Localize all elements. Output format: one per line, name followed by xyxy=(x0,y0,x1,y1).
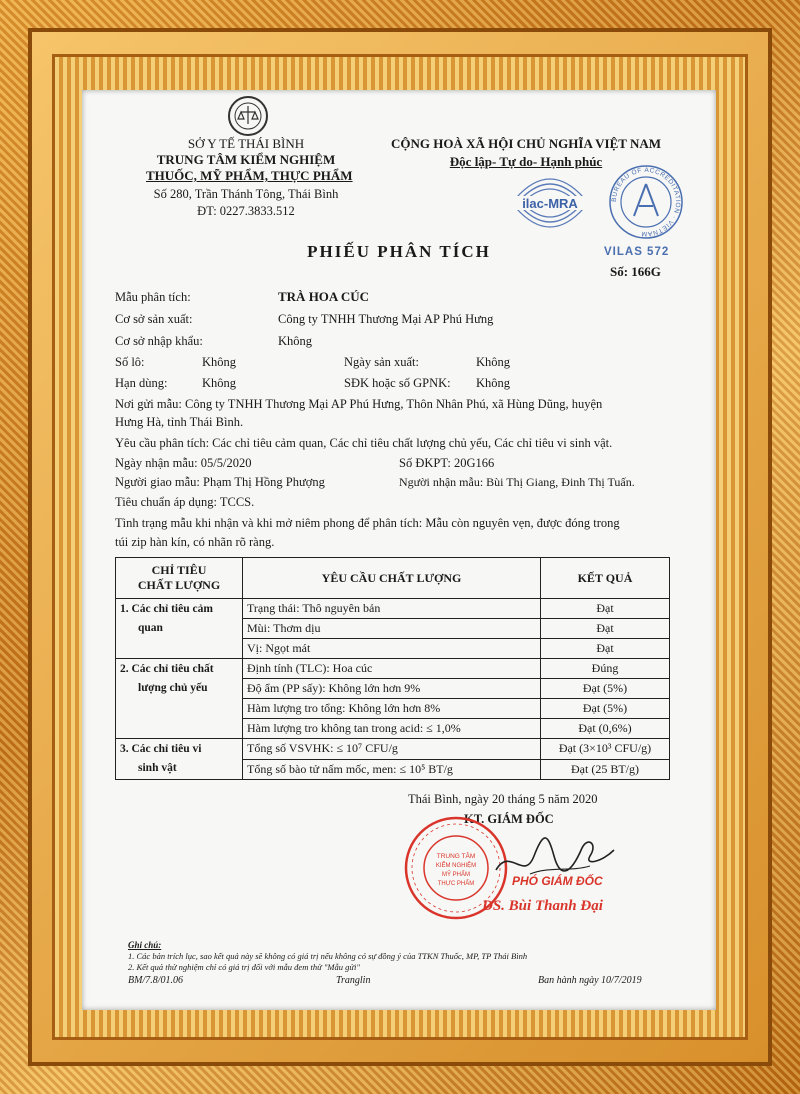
requirement-cell: Hàm lượng tro không tan trong acid: ≤ 1,0% xyxy=(243,719,541,739)
requirement-cell: Độ ẩm (PP sấy): Không lớn hơn 9% xyxy=(243,679,541,699)
org-address: Số 280, Trần Thánh Tông, Thái Bình xyxy=(153,187,339,201)
sample-value: TRÀ HOA CÚC xyxy=(278,289,370,304)
agency-logo-icon xyxy=(228,96,268,136)
applied-standard: Tiêu chuẩn áp dụng: TCCS. xyxy=(115,495,255,509)
producer-label: Cơ sở sản xuất: xyxy=(115,312,193,326)
svg-text:MỸ PHẨM: MỸ PHẨM xyxy=(441,872,471,878)
header-requirements: YÊU CẦU CHẤT LƯỢNG xyxy=(243,558,541,599)
requirement-cell: Mùi: Thơm dịu xyxy=(243,619,541,639)
sender-line-2: Hưng Hà, tỉnh Thái Bình. xyxy=(115,415,244,429)
result-cell: Đạt xyxy=(541,639,670,659)
org-ministry: SỞ Y TẾ THÁI BÌNH xyxy=(187,136,305,151)
notes-title: Ghi chú: xyxy=(128,940,162,950)
result-cell: Đạt (5%) xyxy=(541,679,670,699)
producer-value: Công ty TNHH Thương Mại AP Phú Hưng xyxy=(278,312,494,326)
certificate-paper xyxy=(82,90,716,1010)
sample-condition-line-1: Tình trạng mẫu khi nhận và khi mở niêm phong để phân tích: Mẫu còn nguyên vẹn, được đóng trong xyxy=(115,516,620,530)
mfg-date-value: Không xyxy=(476,355,511,369)
lot-label: Số lô: xyxy=(115,355,145,369)
result-cell: Đạt (0,6%) xyxy=(541,719,670,739)
sample-label: Mẫu phân tích: xyxy=(115,290,191,304)
svg-text:TRUNG TÂM: TRUNG TÂM xyxy=(436,853,476,860)
signer-position: PHÓ GIÁM ĐỐC xyxy=(512,874,603,888)
requirement-cell: Trạng thái: Thô nguyên bản xyxy=(243,599,541,619)
mfg-date-label: Ngày sản xuất: xyxy=(344,355,419,369)
analysis-certificate xyxy=(82,90,716,1010)
importer-value: Không xyxy=(278,334,313,348)
vilas-code: VILAS 572 xyxy=(604,246,670,258)
for-director-label: KT. GIÁM ĐỐC xyxy=(464,812,554,826)
document-number: Số: 166G xyxy=(610,264,661,279)
org-phone: ĐT: 0227.3833.512 xyxy=(197,204,295,218)
sample-receiver: Người nhận mẫu: Bùi Thị Giang, Đinh Thị Tuấn. xyxy=(399,475,635,489)
table-row xyxy=(116,599,670,619)
nation-motto: Độc lập- Tự do- Hạnh phúc xyxy=(449,154,603,169)
form-code: BM/7.8/01.06 xyxy=(128,975,183,986)
signer-name: DS. Bùi Thanh Đại xyxy=(482,898,603,914)
table-header-row xyxy=(116,558,670,599)
sample-condition-line-2: túi zip hàn kín, có nhãn rõ ràng. xyxy=(115,535,275,549)
requirement-cell: Tổng số bào tử nấm mốc, men: ≤ 10⁵ BT/g xyxy=(243,759,541,780)
svg-text:THỰC PHẨM: THỰC PHẨM xyxy=(437,881,475,887)
result-cell: Đạt (25 BT/g) xyxy=(541,759,670,780)
drafter-initials: Tranglin xyxy=(336,975,371,986)
result-cell: Đạt xyxy=(541,619,670,639)
requirement-cell: Tổng số VSVHK: ≤ 10⁷ CFU/g xyxy=(243,739,541,760)
group-name: 1. Các chỉ tiêu cảm quan xyxy=(116,599,243,659)
result-cell: Đúng xyxy=(541,659,670,679)
note-line-2: 2. Kết quả thử nghiệm chỉ có giá trị đối với mẫu đem thử "Mẫu gửi" xyxy=(128,962,360,972)
ilac-label: ilac-MRA xyxy=(522,196,578,211)
expiry-value: Không xyxy=(202,376,237,390)
registration-label: SĐK hoặc số GPNK: xyxy=(344,376,451,390)
sender-line-1: Nơi gửi mẫu: Công ty TNHH Thương Mại AP Phú Hưng, Thôn Nhân Phú, xã Hùng Dũng, huyện xyxy=(115,397,603,411)
header-criteria: CHỈ TIÊU CHẤT LƯỢNG xyxy=(116,558,243,599)
results-table xyxy=(115,557,670,780)
table-row xyxy=(116,659,670,679)
analysis-request: Yêu cầu phân tích: Các chỉ tiêu cảm quan, Các chỉ tiêu chất lượng chủ yếu, Các chỉ tiêu vi sinh vật. xyxy=(115,436,613,450)
ilac-mra-logo-icon xyxy=(506,168,594,230)
group-name: 3. Các chỉ tiêu vi sinh vật xyxy=(116,739,243,780)
vilas-accreditation-logo-icon xyxy=(606,162,686,242)
result-cell: Đạt (5%) xyxy=(541,699,670,719)
svg-text:KIỂM NGHIỆM: KIỂM NGHIỆM xyxy=(435,863,477,869)
table-row xyxy=(116,739,670,760)
sample-deliverer: Người giao mẫu: Phạm Thị Hồng Phượng xyxy=(115,475,325,489)
org-scope: THUỐC, MỸ PHẨM, THỰC PHẨM xyxy=(146,168,353,183)
expiry-label: Hạn dùng: xyxy=(115,376,168,390)
header-result: KẾT QUẢ xyxy=(541,558,670,599)
importer-label: Cơ sở nhập khẩu: xyxy=(115,334,203,348)
org-center: TRUNG TÂM KIỂM NGHIỆM xyxy=(156,152,336,167)
group-name: 2. Các chỉ tiêu chất lượng chủ yếu xyxy=(116,659,243,739)
note-line-1: 1. Các bản trích lục, sao kết quả này sẽ không có giá trị nếu không có sự đồng ý của TTKN Thuốc, MP, TP Thái Bình xyxy=(128,951,528,961)
boa-ring-text: BUREAU OF ACCREDITATION · VIETNAM xyxy=(610,166,682,238)
received-date: Ngày nhận mẫu: 05/5/2020 xyxy=(115,456,252,470)
document-title: PHIẾU PHÂN TÍCH xyxy=(307,242,491,261)
nation-title: CỘNG HOÀ XÃ HỘI CHỦ NGHĨA VIỆT NAM xyxy=(390,136,662,151)
requirement-cell: Định tính (TLC): Hoa cúc xyxy=(243,659,541,679)
issue-date: Ban hành ngày 10/7/2019 xyxy=(538,975,642,986)
lot-value: Không xyxy=(202,355,237,369)
dkpt-number: Số ĐKPT: 20G166 xyxy=(399,456,495,470)
result-cell: Đạt (3×10³ CFU/g) xyxy=(541,739,670,760)
result-cell: Đạt xyxy=(541,599,670,619)
issue-place-date: Thái Bình, ngày 20 tháng 5 năm 2020 xyxy=(408,792,598,806)
requirement-cell: Hàm lượng tro tổng: Không lớn hơn 8% xyxy=(243,699,541,719)
requirement-cell: Vị: Ngọt mát xyxy=(243,639,541,659)
registration-value: Không xyxy=(476,376,511,390)
